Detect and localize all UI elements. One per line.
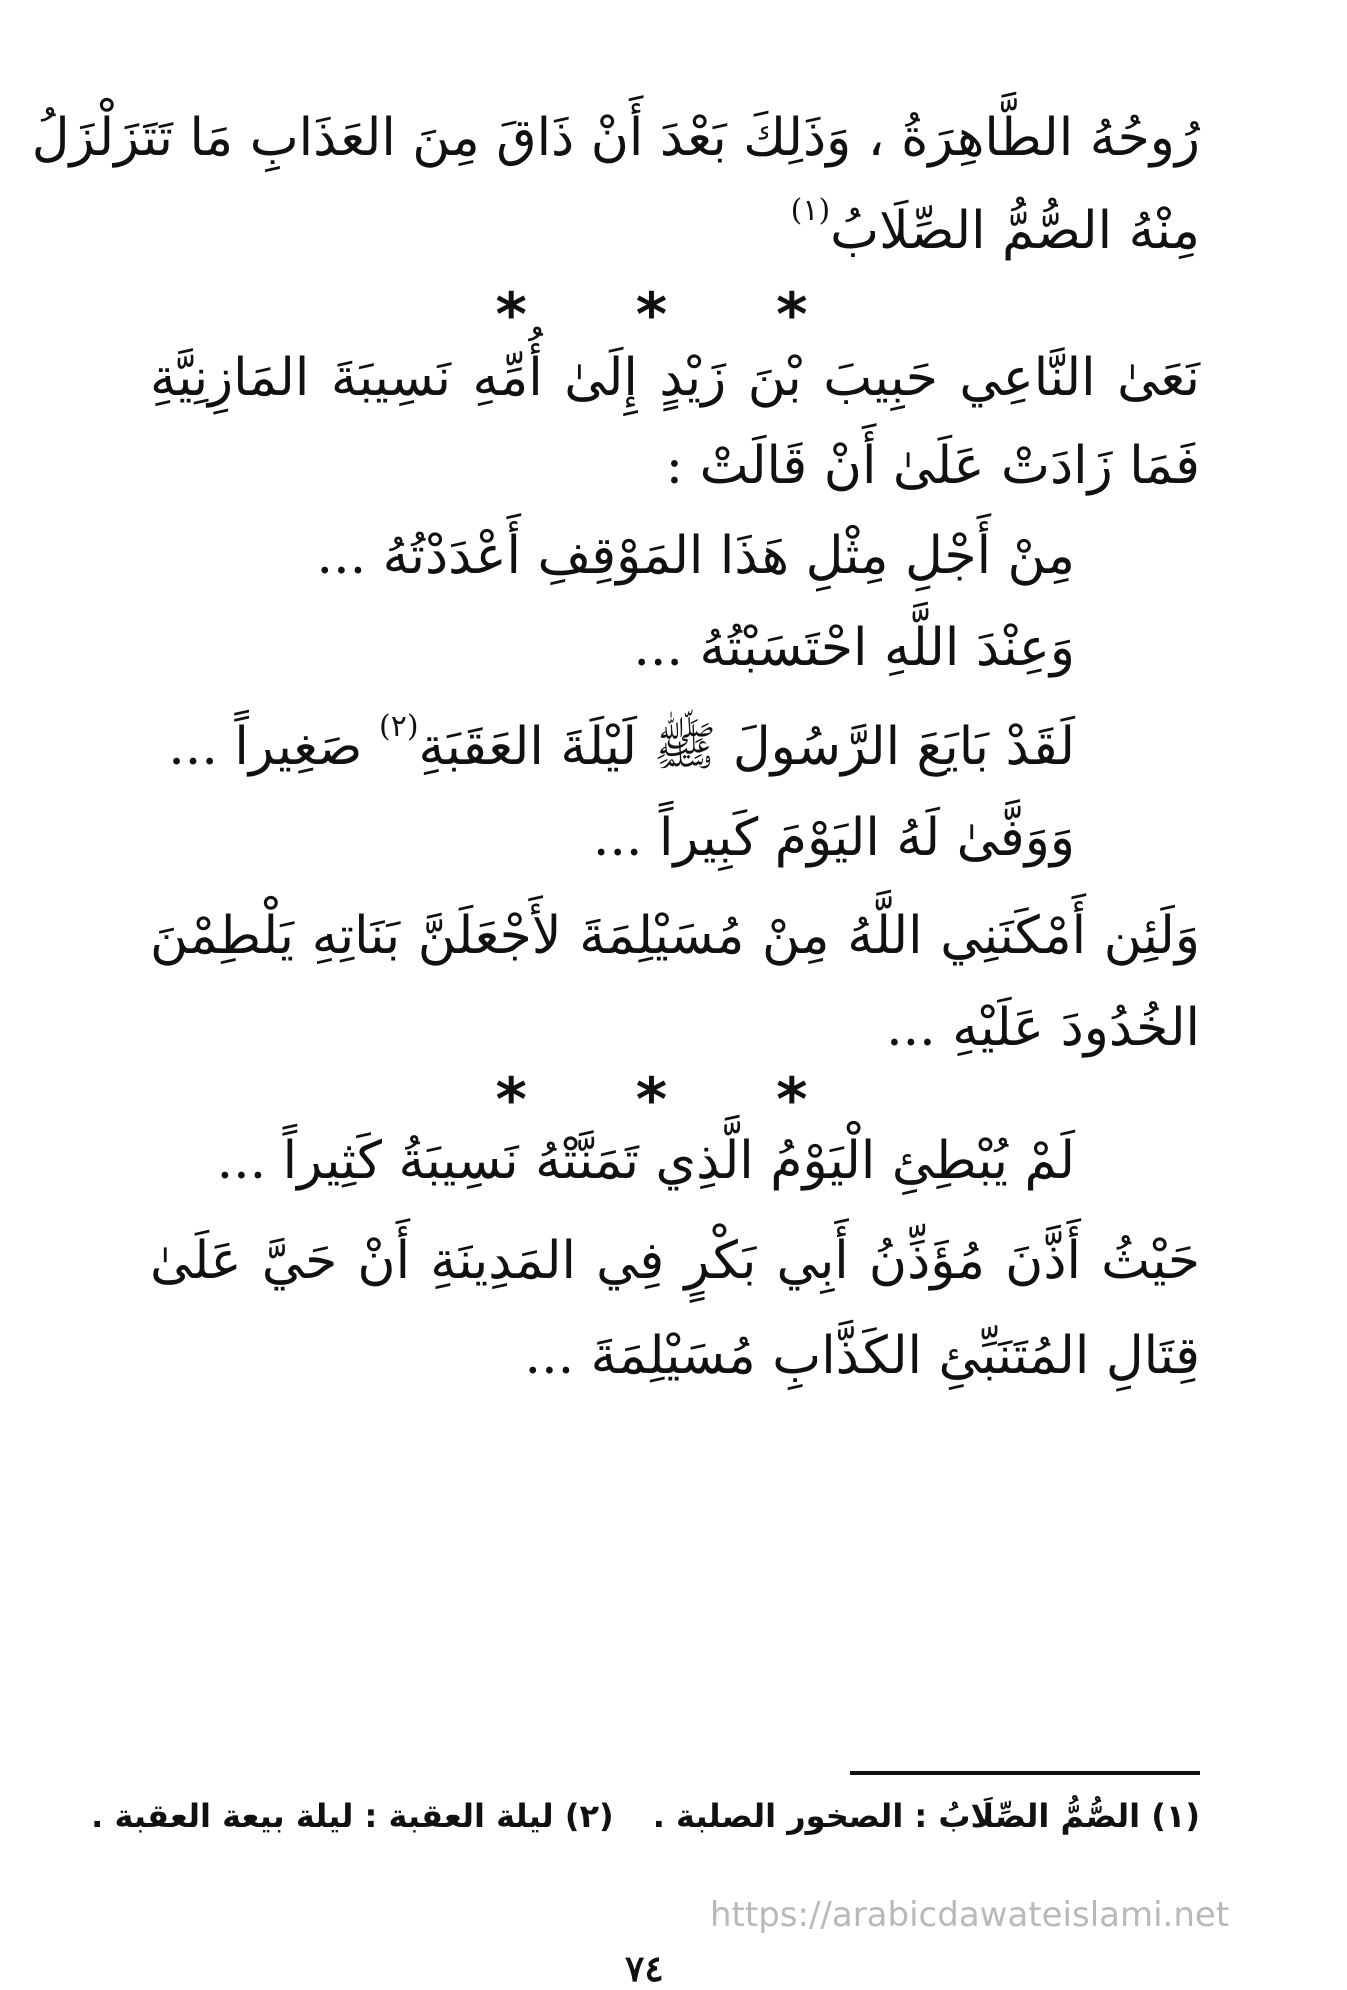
text-line-10: الخُدُودَ عَلَيْهِ ... <box>886 998 1200 1058</box>
footnote-1: (١) الصُّمُّ الصِّلَابُ : الصخور الصلبة . <box>652 1797 1200 1835</box>
text-line-7-end: صَغِيراً ... <box>168 717 363 777</box>
page-number: ٧٤ <box>625 1948 664 1990</box>
section-separator: * * * <box>495 280 852 350</box>
text-line-9: وَلَئِن أَمْكَنَنِي اللَّهُ مِنْ مُسَيْلِمَةَ لأَجْعَلَنَّ بَنَاتِهِ يَلْطِمْنَ <box>150 906 1200 966</box>
text-line-8: وَوَفَّىٰ لَهُ اليَوْمَ كَبِيراً ... <box>592 808 1075 868</box>
footnote-mark-1: (١) <box>790 193 831 228</box>
text-line-6: وَعِنْدَ اللَّهِ احْتَسَبْتُهُ ... <box>633 618 1075 678</box>
footnote-mark-2: (٢) <box>378 709 419 744</box>
text-line-1: رُوحُهُ الطَّاهِرَةُ ، وَذَلِكَ بَعْدَ أَنْ ذَاقَ مِنَ العَذَابِ مَا تَتَزَلْزَلُ <box>31 108 1200 168</box>
text-line-3: نَعَىٰ النَّاعِي حَبِيبَ بْنَ زَيْدٍ إِلَىٰ أُمِّهِ نَسِيبَةَ المَازِنِيَّةِ <box>150 348 1200 408</box>
footnote-divider <box>850 1771 1200 1775</box>
text-line-4: فَمَا زَادَتْ عَلَىٰ أَنْ قَالَتْ : <box>665 436 1200 496</box>
text-line-13: قِتَالِ المُتَنَبِّئِ الكَذَّابِ مُسَيْلِمَةَ ... <box>524 1326 1200 1386</box>
text-line-7 <box>168 709 1075 777</box>
text-line-11: لَمْ يُبْطِئِ الْيَوْمُ الَّذِي تَمَنَّتْهُ نَسِيبَةُ كَثِيراً ... <box>216 1131 1075 1191</box>
watermark-url: https://arabicdawateislami.net <box>710 1895 1230 1935</box>
footnotes <box>63 1797 1200 1835</box>
text-line-2-content: مِنْهُ الصُّمُّ الصِّلَابُ <box>830 201 1200 261</box>
section-separator-2: * * * <box>495 1065 852 1135</box>
text-line-5: مِنْ أَجْلِ مِثْلِ هَذَا المَوْقِفِ أَعْدَدْتُهُ ... <box>316 526 1075 586</box>
text-line-12: حَيْثُ أَذَّنَ مُؤَذِّنُ أَبِي بَكْرٍ فِي المَدِينَةِ أَنْ حَيَّ عَلَىٰ <box>150 1231 1201 1291</box>
text-line-7-content: لَقَدْ بَايَعَ الرَّسُولَ ﷺ لَيْلَةَ العَقَبَةِ <box>418 717 1075 777</box>
footnote-2: (٢) ليلة العقبة : ليلة بيعة العقبة . <box>91 1797 614 1835</box>
text-line-2 <box>790 193 1200 261</box>
